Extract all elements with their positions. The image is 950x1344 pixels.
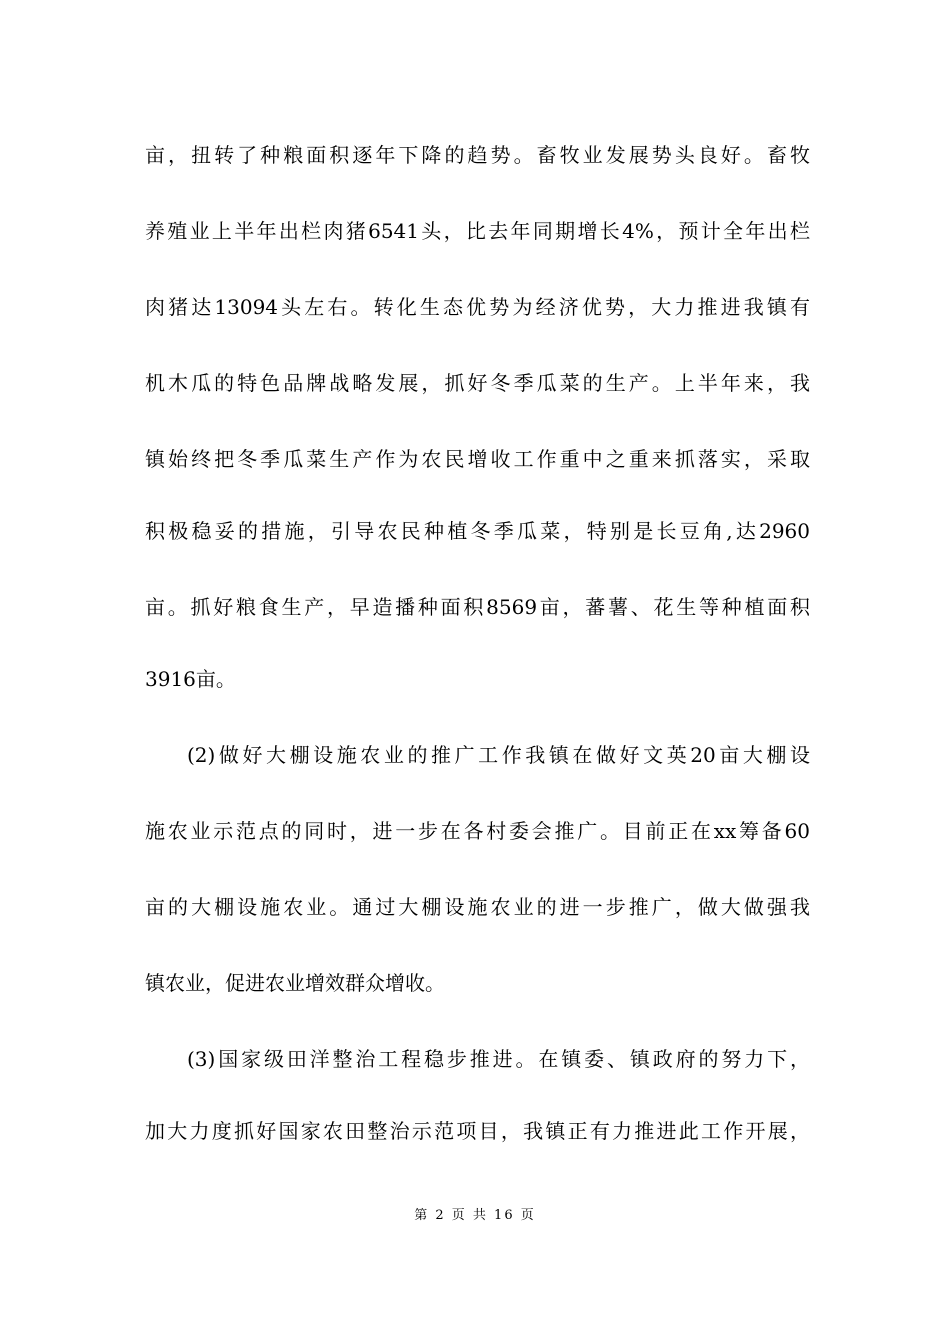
paragraph-line: 亩的大棚设施农业。通过大棚设施农业的进一步推广，做大做强我 bbox=[145, 895, 810, 919]
paragraph-line: 亩，扭转了种粮面积逐年下降的趋势。畜牧业发展势头良好。畜牧 bbox=[145, 143, 810, 167]
paragraph-line: 镇始终把冬季瓜菜生产作为农民增收工作重中之重来抓落实，采取 bbox=[145, 447, 810, 471]
page-number-footer: 第 2 页 共 16 页 bbox=[414, 1208, 536, 1223]
paragraph-line: 3916亩。 bbox=[145, 667, 236, 691]
paragraph-line: 肉猪达13094头左右。转化生态优势为经济优势，大力推进我镇有 bbox=[145, 295, 810, 319]
paragraph-line: 养殖业上半年出栏肉猪6541头，比去年同期增长4%，预计全年出栏 bbox=[145, 219, 810, 243]
paragraph-line: 机木瓜的特色品牌战略发展，抓好冬季瓜菜的生产。上半年来，我 bbox=[145, 371, 810, 395]
paragraph-line: (2)做好大棚设施农业的推广工作我镇在做好文英20亩大棚设 bbox=[187, 743, 810, 767]
paragraph-line: 积极稳妥的措施，引导农民种植冬季瓜菜，特别是长豆角,达2960 bbox=[145, 519, 810, 543]
paragraph-line: 亩。抓好粮食生产，早造播种面积8569亩，蕃薯、花生等种植面积 bbox=[145, 595, 810, 619]
paragraph-line: 加大力度抓好国家农田整治示范项目，我镇正有力推进此工作开展， bbox=[145, 1119, 810, 1143]
paragraph-line: 镇农业，促进农业增效群众增收。 bbox=[145, 971, 445, 995]
paragraph-line: 施农业示范点的同时，进一步在各村委会推广。目前正在xx筹备60 bbox=[145, 819, 810, 843]
paragraph-line: (3)国家级田洋整治工程稳步推进。在镇委、镇政府的努力下， bbox=[187, 1047, 810, 1071]
